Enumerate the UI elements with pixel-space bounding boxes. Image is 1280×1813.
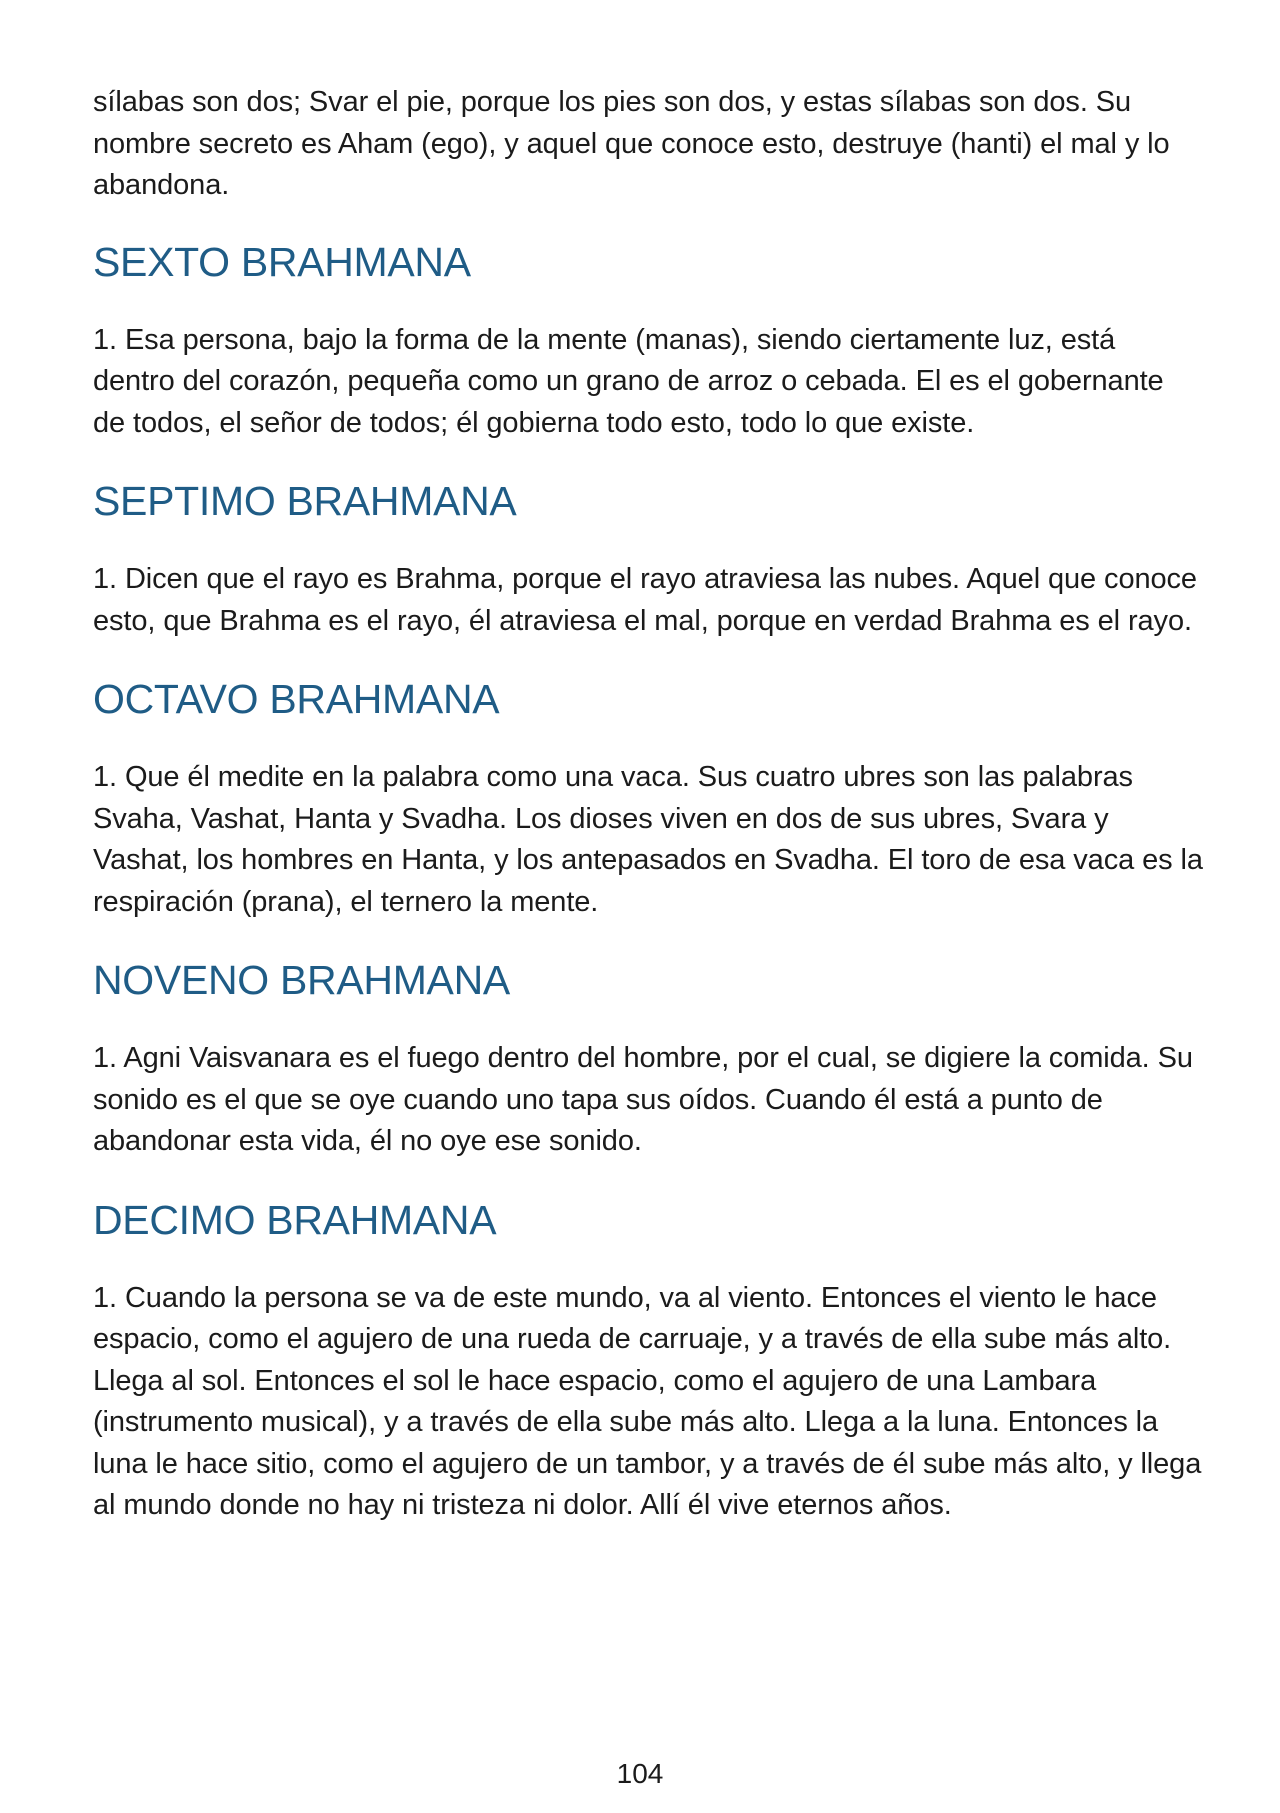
section-sexto: [93, 237, 1203, 445]
section-paragraph: 1. Dicen que el rayo es Brahma, porque el rayo atraviesa las nubes. Aquel que conoce esto, que Brahma es el rayo, él atraviesa el mal, porque en verdad Brahma es el rayo.: [93, 563, 1197, 637]
section-paragraph: 1. Que él medite en la palabra como una vaca. Sus cuatro ubres son las palabras Svaha, Vashat, Hanta y Svadha. Los dioses viven en dos de sus ubres, Svara y Vashat, los hombres en Hanta, y los antepasados en Svadha. El toro de esa vaca es la respiración (prana), el ternero la mente.: [93, 761, 1203, 918]
section-octavo: [93, 674, 1203, 923]
page-number: 104: [616, 1758, 664, 1789]
section-heading: OCTAVO BRAHMANA: [93, 676, 500, 722]
section-paragraph: 1. Cuando la persona se va de este mundo, va al viento. Entonces el viento le hace espacio, como el agujero de una rueda de carruaje, y a través de ella sube más alto. Llega al sol. Entonces el sol le hace espacio, como el agujero de una Lambara (instrumento musical), y a través de ella sube más alto. Llega a la luna. Entonces la luna le hace sitio, como el agujero de un tambor, y a través de él sube más alto, y llega al mundo donde no hay ni tristeza ni dolor. Allí él vive eternos años.: [93, 1281, 1202, 1521]
section-heading: NOVENO BRAHMANA: [93, 957, 510, 1003]
section-paragraph: 1. Esa persona, bajo la forma de la mente (manas), siendo ciertamente luz, está dentro del corazón, pequeña como un grano de arroz o cebada. El es el gobernante de todos, el señor de todos; él gobierna todo esto, todo lo que existe.: [93, 323, 1164, 439]
section-paragraph: 1. Agni Vaisvanara es el fuego dentro del hombre, por el cual, se digiere la comida. Su sonido es el que se oye cuando uno tapa sus oídos. Cuando él está a punto de abandonar esta vida, él no oye ese sonido.: [93, 1042, 1193, 1157]
section-septimo: [93, 476, 1203, 642]
section-decimo: [93, 1195, 1203, 1527]
section-heading: SEPTIMO BRAHMANA: [93, 478, 517, 524]
document-page: [93, 82, 1203, 1559]
intro-paragraph: sílabas son dos; Svar el pie, porque los pies son dos, y estas sílabas son dos. Su nombre secreto es Aham (ego), y aquel que conoce esto, destruye (hanti) el mal y lo abandona.: [93, 86, 1170, 201]
section-heading: SEXTO BRAHMANA: [93, 238, 471, 285]
section-heading: DECIMO BRAHMANA: [93, 1196, 497, 1243]
section-noveno: [93, 955, 1203, 1163]
